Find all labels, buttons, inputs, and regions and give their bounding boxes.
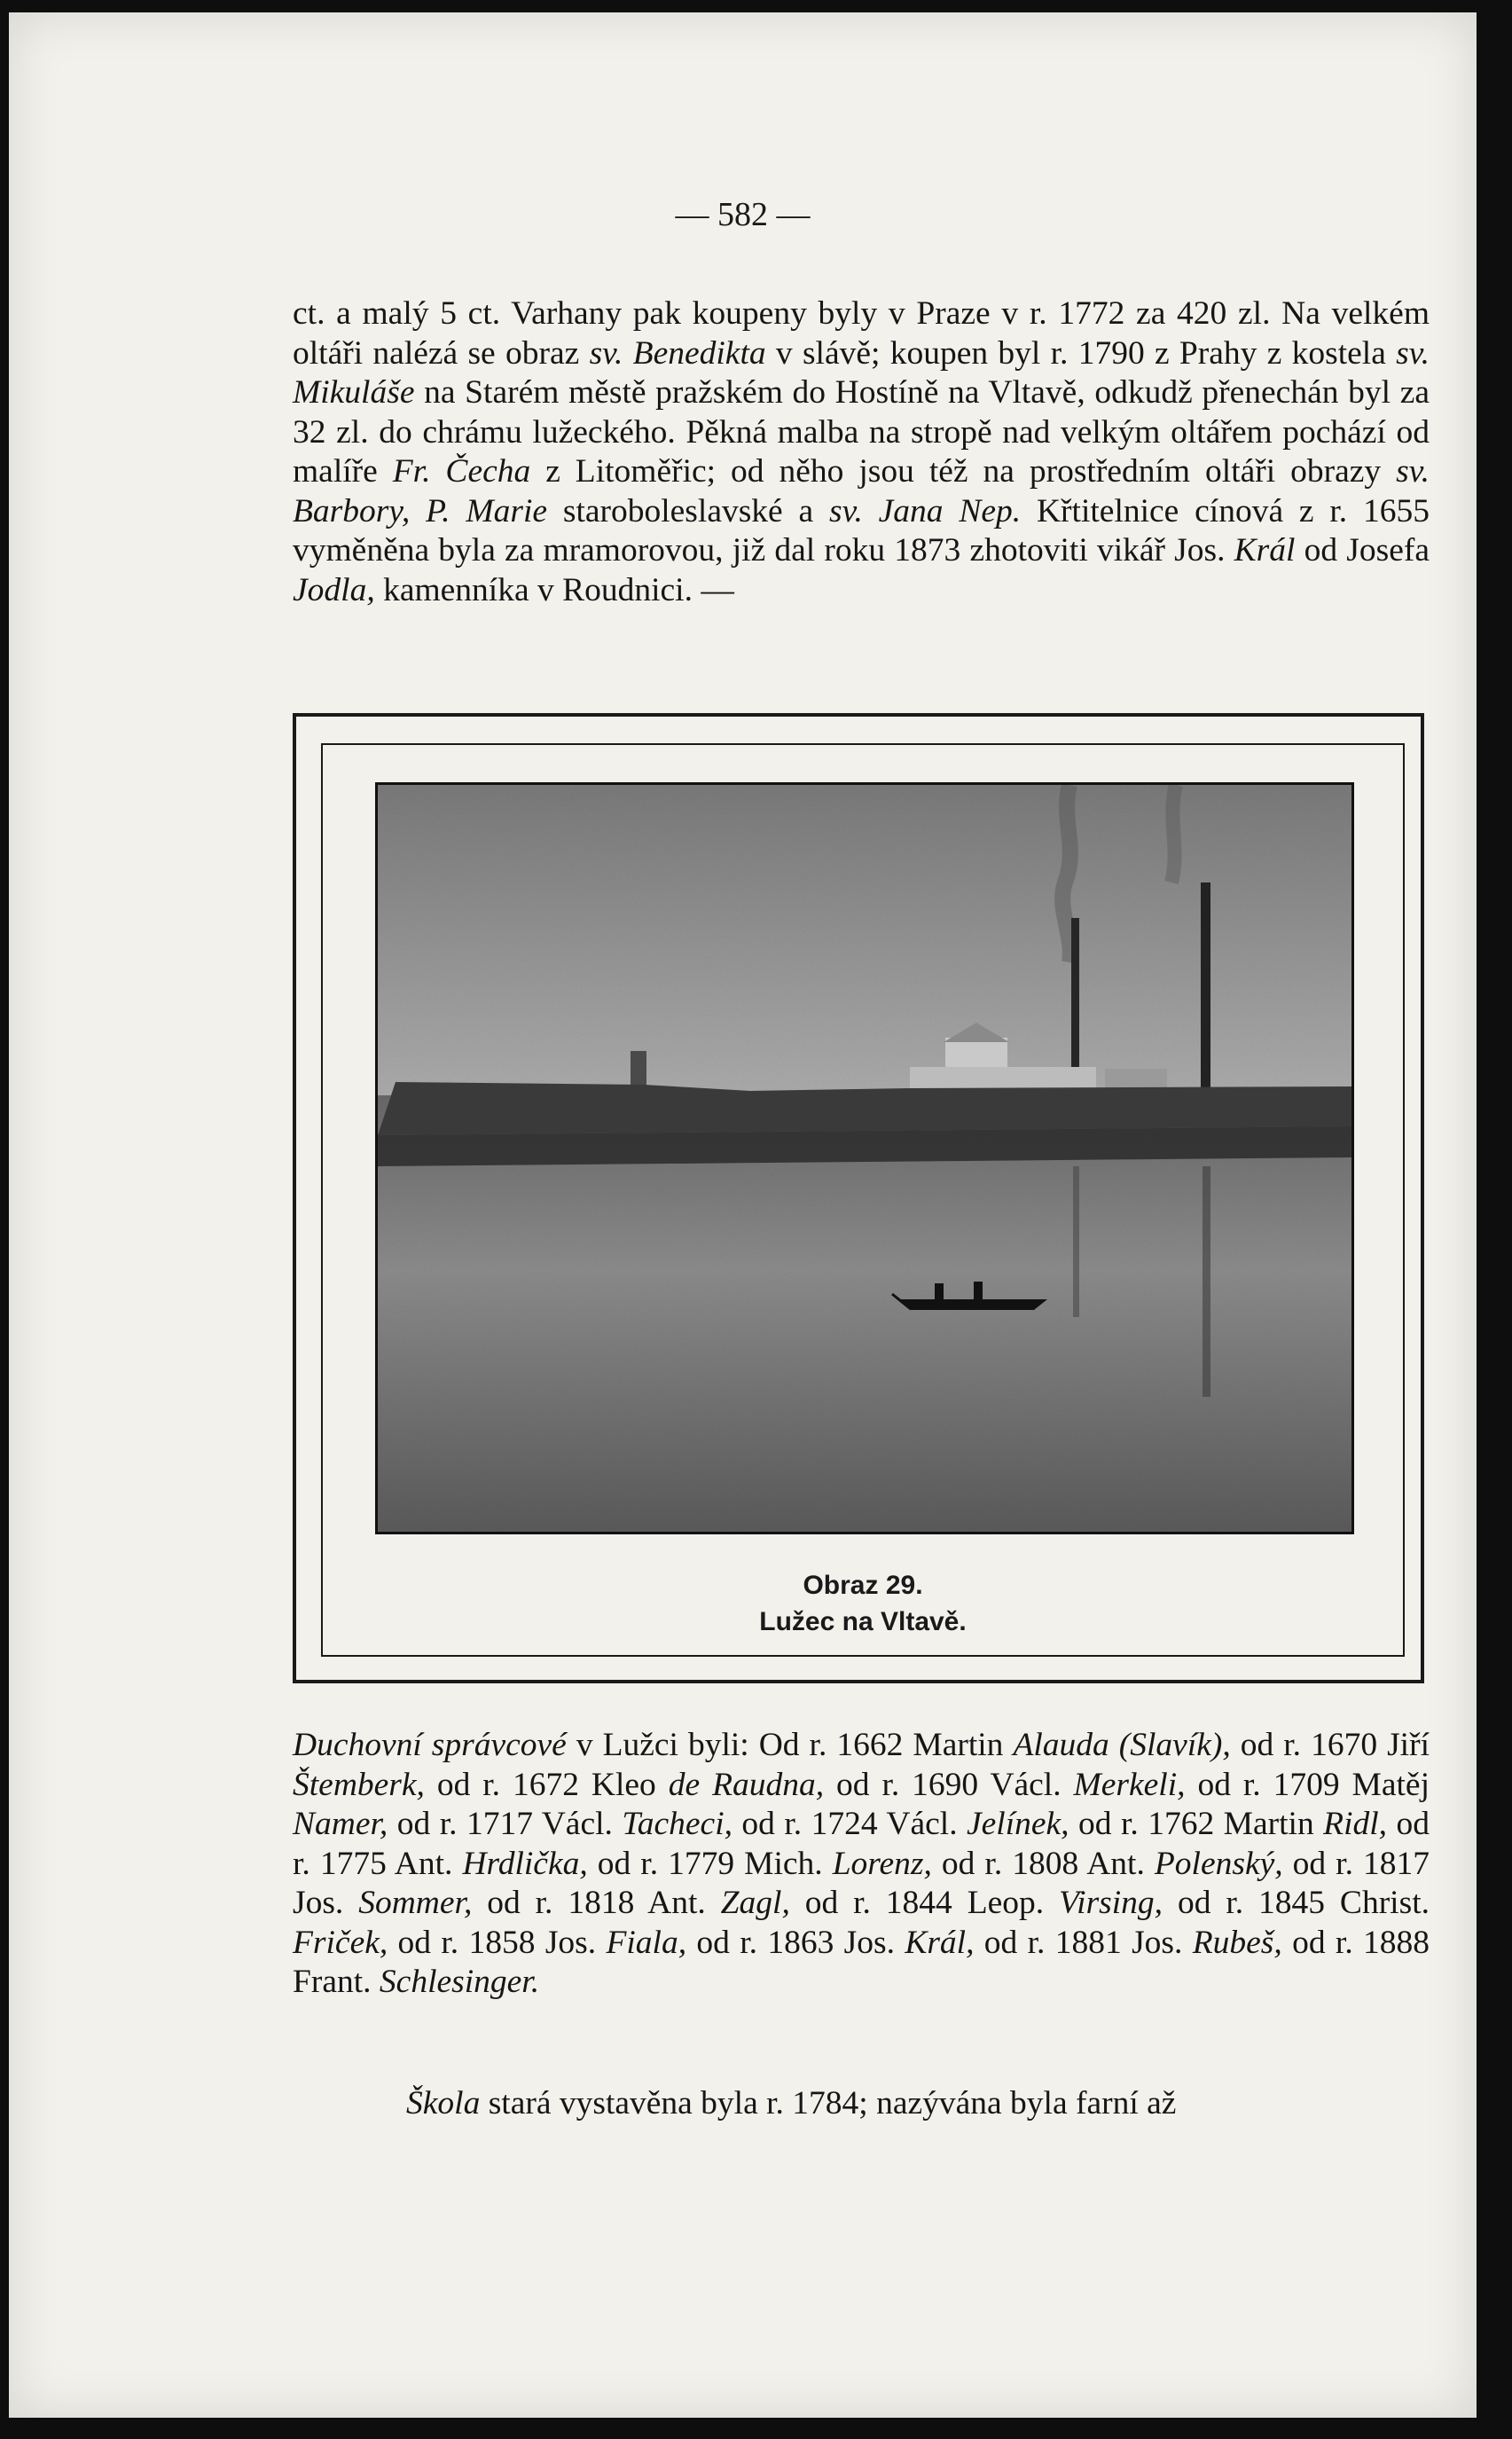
text-run: od r. 1808 Ant. — [931, 1845, 1155, 1882]
italic-name: Rubeš, — [1192, 1924, 1282, 1961]
text-run: od r. 1709 Matěj — [1185, 1766, 1430, 1803]
italic-name: Duchovní správcové — [293, 1727, 567, 1763]
paragraph-school — [293, 2084, 1430, 2124]
paragraph-clergy-list — [293, 1726, 1430, 2003]
italic-name: Alauda (Slavík), — [1013, 1727, 1231, 1763]
text-run: od r. 1845 Christ. — [1163, 1885, 1430, 1921]
text-run: od r. 1690 Václ. — [824, 1766, 1074, 1803]
text-run: od r. 1775 Ant. — [293, 1806, 1430, 1882]
paragraph-altar-description — [293, 294, 1430, 610]
italic-name: Lorenz, — [832, 1845, 932, 1882]
text-run: Křtitelnice cínová z r. 1655 vyměněna byla za mramorovou, již dal roku 1873 zhotoviti vikář Jos. — [293, 492, 1430, 569]
text-run: od r. 1724 Václ. — [732, 1806, 968, 1842]
text-run: v slávě; koupen byl r. 1790 z Prahy z kostela — [765, 334, 1397, 372]
figure-photo-luzec — [375, 782, 1354, 1534]
text-run: ct. a malý 5 ct. Varhany pak koupeny byly v Praze v r. 1772 za 420 zl. Na velkém oltáři nalézá se obraz — [293, 295, 1430, 372]
italic-name: sv. Benedikta — [589, 334, 766, 372]
italic-name: sv. Barbory, P. Marie — [293, 453, 1430, 529]
text-run: od r. 1670 Jiří — [1230, 1727, 1430, 1763]
italic-name: Tacheci, — [622, 1806, 732, 1842]
text-run: od Josefa — [1295, 532, 1430, 569]
italic-name: Škola — [406, 2085, 481, 2121]
text-run: stará vystavěna byla r. 1784; nazývána byla farní až — [480, 2085, 1177, 2121]
italic-name: Štemberk, — [293, 1766, 425, 1803]
page-number: — 582 — — [675, 196, 811, 233]
italic-name: Jelínek, — [967, 1806, 1069, 1842]
text-run: od r. 1817 Jos. — [293, 1845, 1430, 1921]
italic-name: Zagl, — [720, 1885, 790, 1921]
italic-name: Namer, — [293, 1806, 388, 1842]
text-run: od r. 1881 Jos. — [974, 1924, 1193, 1961]
text-run: od r. 1888 Frant. — [293, 1924, 1430, 2000]
italic-name: Hrdlička, — [462, 1845, 588, 1882]
italic-name: Schlesinger. — [379, 1964, 540, 2000]
text-run: od r. 1672 Kleo — [424, 1766, 669, 1803]
text-run: na Starém městě pražském do Hostíně na Vltavě, odkudž přenechán byl za 32 zl. do chrámu lužeckého. Pěkná malba na stropě nad velkým oltářem pochází od malíře — [293, 374, 1430, 490]
italic-name: Jodla, — [293, 571, 375, 608]
text-run: od r. 1818 Ant. — [472, 1885, 721, 1921]
italic-name: Ridl, — [1323, 1806, 1388, 1842]
italic-name: Král — [1234, 532, 1296, 569]
text-run: od r. 1858 Jos. — [388, 1924, 607, 1961]
italic-name: Král, — [905, 1924, 975, 1961]
italic-name: Fiala, — [606, 1924, 687, 1961]
italic-name: Polenský, — [1154, 1845, 1283, 1882]
italic-name: sv. Jana Nep. — [829, 492, 1022, 529]
text-run: od r. 1863 Jos. — [686, 1924, 905, 1961]
figure-number: Obraz 29. — [803, 1571, 923, 1600]
italic-name: Friček, — [293, 1924, 388, 1961]
text-run: kamenníka v Roudnici. — — [374, 571, 734, 608]
text-run: od r. 1762 Martin — [1069, 1806, 1324, 1842]
text-run: od r. 1717 Václ. — [388, 1806, 623, 1842]
text-run: staroboleslavské a — [547, 492, 829, 529]
italic-name: sv. Mikuláše — [293, 334, 1430, 411]
figure-title: Lužec na Vltavě. — [759, 1607, 967, 1636]
text-run: z Litoměřic; od něho jsou též na prostředním oltáři obrazy — [530, 453, 1397, 490]
italic-name: de Raudna, — [668, 1766, 825, 1803]
italic-name: Merkeli, — [1073, 1766, 1186, 1803]
book-page — [9, 12, 1477, 2418]
text-run: v Lužci byli: Od r. 1662 Martin — [566, 1727, 1014, 1763]
italic-name: Fr. Čecha — [392, 453, 531, 490]
italic-name: Sommer, — [358, 1885, 473, 1921]
text-run: od r. 1779 Mich. — [587, 1845, 833, 1882]
italic-name: Virsing, — [1059, 1885, 1163, 1921]
text-run: od r. 1844 Leop. — [789, 1885, 1060, 1921]
